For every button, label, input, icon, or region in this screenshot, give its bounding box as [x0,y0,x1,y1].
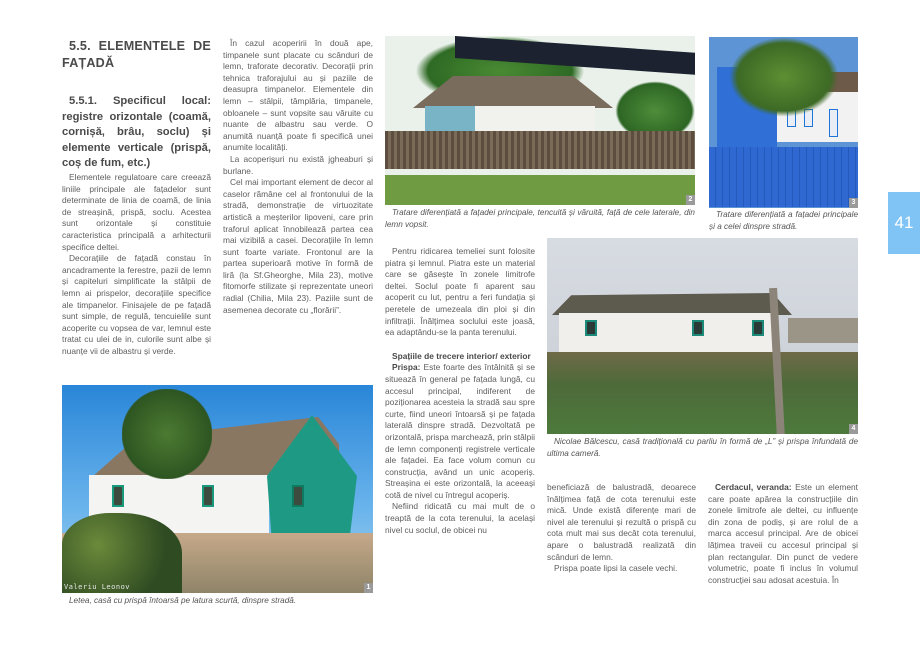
paragraph: Decorațiile de fațadă constau în ancadramente la ferestre, pazii de lemn și capiteluri simplificate la stâlpii de lemn ai prispelor, decorațiile specifice ale timpanelor. Finisajele de pe fațadă sunt simple, de regulă, tencuielile sunt acoperite cu vopsea de var, lemnul este tratat cu ulei de in, culorile sunt albe și nuanțe vii de albastru și verde. [62,253,211,356]
figure-3-photo [709,37,858,208]
subsection-heading: 5.5.1. Specificul local: registre orizontale (coamă, cornișă, brâu, soclu) și elemente verticale (prispă, coș de fum, etc.) [62,95,211,170]
column-3 [385,246,535,536]
paragraph: Cerdacul, veranda: Este un element care poate apărea la construcțiile din zonele limitrofe ale deltei, cu influențe din zona de podiș, și are rolul de a marca accesul principal. Are de obicei lățimea traveii cu accesul principal și plan rectangular. Din punct de vedere volumetric, poate fi inclus în volumul construcției sau adosat acestuia. În [708,482,858,585]
figure-4-caption: Nicolae Bălcescu, casă tradițională cu parliu în formă de „L” și prispa înfundată de ultima cameră. [547,437,858,458]
figure-2-photo [385,36,695,205]
paragraph: La acoperișuri nu există jgheaburi și burlane. [223,153,373,176]
paragraph: Elementele regulatoare care creează liniile principale ale fațadelor sunt determinate de linia de coamă, de linia de streașină, prispă, soclu. Acestea sunt orizontale și constituie caracteristica principală a arhitecturii specifice deltei. [62,171,211,252]
figure-number: 1 [364,583,373,593]
paragraph: Pentru ridicarea temeliei sunt folosite piatra și lemnul. Piatra este un material care se găsește în zonele limitrofe deltei. Soclul poate fi aparent sau acoperit cu lut, pentru a feri fundația și peretele de umezeala din ploi și din infiltrații. Înălțimea soclului este joasă, ea adaptându-se la panta terenului. [385,246,535,338]
figure-number: 4 [849,424,858,434]
figure-4-photo [547,238,858,434]
figure-1-photo [62,385,373,593]
figure-3-caption: Tratare diferențiată a fațadei principale și a celei dinspre stradă. [709,210,858,231]
paragraph: Cel mai important element de decor al caselor rămâne cel al frontonului de la stradă, demonstrație de virtuozitate artistică a meșterilor lipoveni, care prin traforul aplicat înnobilează partea cea mai vizibilă a casei. Decorațiile în lemn sunt foarte variate. Frontonul are la partea superioară motive în formă de liră (la Sf.Gheorghe, Mila 23), motive fitomorfe stilizate și reprezentate uneori radial (Chilia, Mila 23). Paziile sunt de asemenea decorate cu „florării”. [223,177,373,315]
figure-1-caption: Letea, casă cu prispă întoarsă pe latura scurtă, dinspre stradă. [69,596,297,605]
page-number-tab: 41 [888,192,920,254]
figure-number: 2 [686,195,695,205]
figure-number: 3 [849,198,858,208]
paragraph: Nefiind ridicată cu mai mult de o treaptă de la cota terenului, la același nivel cu soclul, de obicei nu [385,501,535,535]
paragraph: În cazul acoperirii în două ape, timpanele sunt placate cu scânduri de lemn, traforate decorativ. Decorații prin tehnica traforajului au și paziile de deasupra timpanelor. Elementele din lemn – stâlpii, tâmplăria, timpanele, obloanele – sunt vopsite sau văruite cu nuante de albastru sau verde. O anumită nuanță poate fi specifică unei anumite localități. [223,38,373,153]
column-4 [547,482,696,575]
column-1 [62,38,211,357]
term-label: Prispa: [392,362,421,373]
paragraph: Prispa poate lipsi la casele vechi. [554,563,678,574]
paragraph: beneficiază de balustradă, deoarece înălțimea față de cota terenului este mică. Unde există diferențe mari de nivel ale terenului și rezultă o prispă cu cota mult mai sus decât cota terenului, apare o balustradă realizată din scânduri de lemn. [547,482,696,562]
figure-2-caption: Tratare diferențiată a fațadei principale, tencuită și văruită, față de cele laterale, din lemn vopsit. [385,208,695,229]
photo-credit: Valeriu Leonov [64,583,131,591]
paragraph: Prispa: Este foarte des întâlnită și se situează în general pe fațada lungă, cu accesul principal, indiferent de poziționarea acesteia la stradă sau spre curte, fiind uneori întoarsă și pe fațada laterală dinspre stradă. Dezvoltată pe orizontală, prispa marchează, prin stâlpii de lemn componenți registrele verticale ale fațadei. Ea face volum comun cu construcția, având un unic acoperiș. Streașina ei este orizontală, la aceeași cotă de nivel cu întregul acoperiș. [385,362,535,500]
column-2 [223,38,373,316]
section-heading: 5.5. ELEMENTELE DE FAȚADĂ [62,39,211,70]
term-label: Cerdacul, veranda: [715,482,792,492]
column-5 [708,482,858,586]
subsection-heading: Spațiile de trecere interior/ exterior [392,350,531,361]
